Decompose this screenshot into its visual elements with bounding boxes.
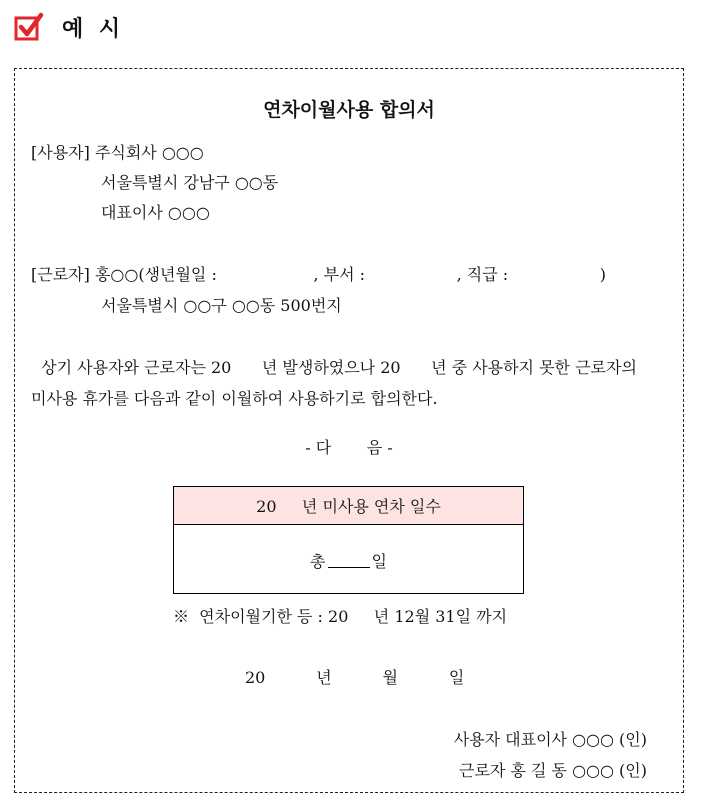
- days-blank: [328, 553, 370, 568]
- date-line: 20 년 월 일: [245, 668, 465, 687]
- cell-suffix: 일: [371, 551, 387, 571]
- unused-leave-table: [173, 486, 524, 594]
- signature-employer: 사용자 대표이사 ○○○ (인): [453, 730, 647, 749]
- document-title: 연차이월사용 합의서: [263, 99, 435, 121]
- employer-line: [사용자] 주식회사 ○○○: [31, 143, 204, 162]
- carryover-note: ※ 연차이월기한 등 : 20 년 12월 31일 까지: [173, 607, 508, 626]
- agreement-document: [14, 68, 684, 793]
- table-cell: [174, 525, 523, 595]
- section-header: [14, 10, 124, 44]
- checkbox-check-icon: [14, 12, 44, 42]
- body-text-line-2: 미사용 휴가를 다음과 같이 이월하여 사용하기로 합의한다.: [31, 389, 438, 408]
- divider-text: - 다 음 -: [305, 438, 393, 457]
- employer-address: 서울특별시 강남구 ○○동: [101, 173, 279, 192]
- employer-ceo: 대표이사 ○○○: [101, 203, 210, 222]
- body-text-line-1: 상기 사용자와 근로자는 20 년 발생하였으나 20 년 중 사용하지 못한 근로자의: [31, 358, 637, 377]
- section-title: 예 시: [62, 16, 125, 42]
- signature-worker: 근로자 홍 길 동 ○○○ (인): [459, 761, 647, 780]
- table-header: 20 년 미사용 연차 일수: [174, 487, 523, 525]
- cell-prefix: 총: [310, 551, 326, 571]
- worker-line: [근로자] 홍○○(생년월일 : , 부서 : , 직급 : ): [31, 265, 606, 284]
- worker-address: 서울특별시 ○○구 ○○동 500번지: [101, 296, 342, 315]
